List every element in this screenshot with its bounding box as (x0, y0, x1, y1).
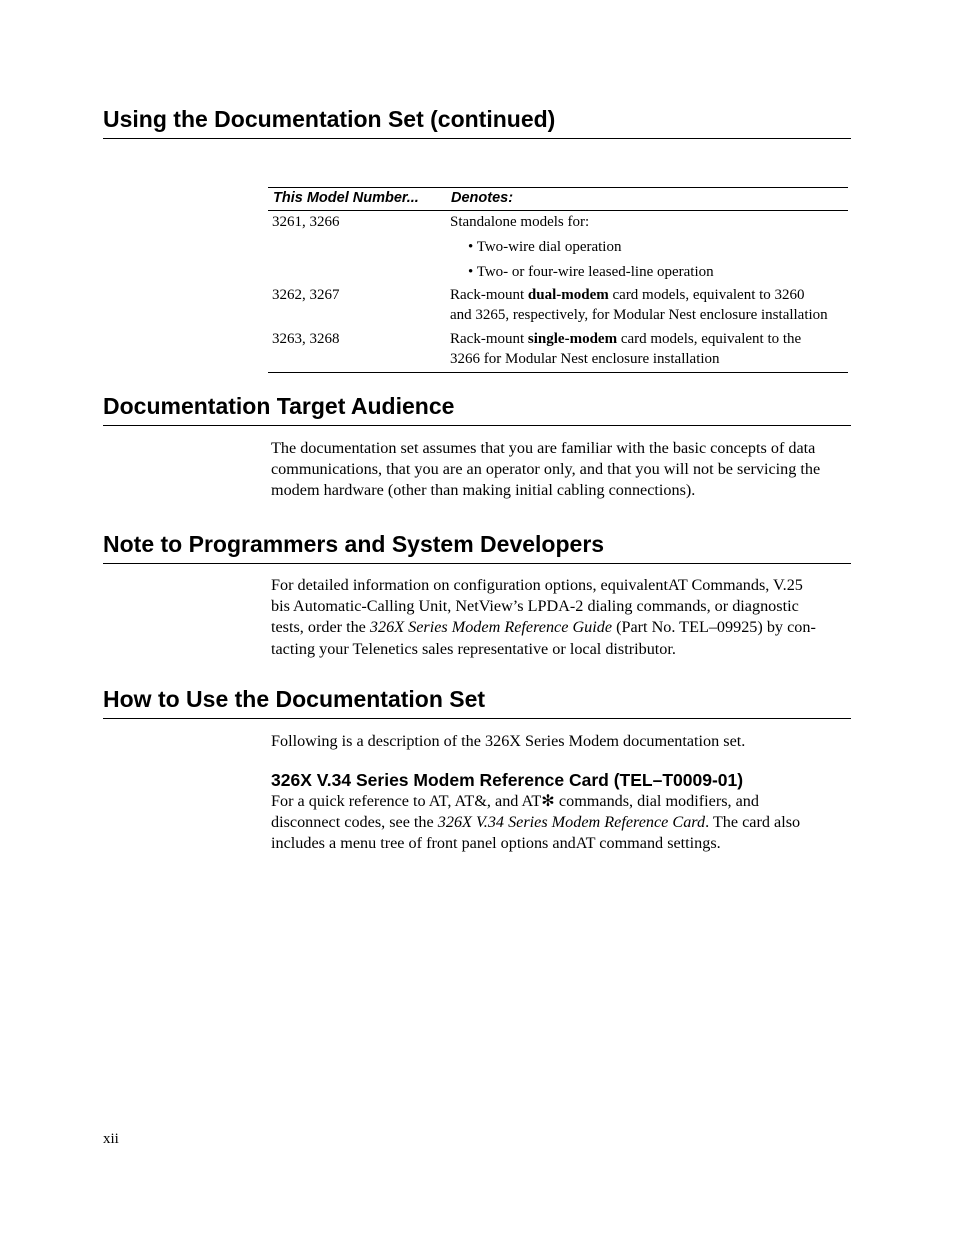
section-heading-how-to-use: How to Use the Documentation Set (103, 685, 851, 719)
target-audience-paragraph: The documentation set assumes that you are familiar with the basic concepts of data communications, that you are an operator only, and that you will not be servicing the modem hardware (other than making initial cabling connections). (271, 439, 821, 500)
reference-card-paragraph: For a quick reference to AT, AT&, and AT✻ commands, dial modifiers, and disconnect codes, see the 326X V.34 Series Modem Reference Card. The card also includes a menu tree of front panel options andAT command settings. (271, 792, 801, 853)
model-number-table (268, 187, 848, 373)
section-heading-target-audience: Documentation Target Audience (103, 392, 851, 426)
table-header-row (268, 187, 848, 211)
table-cell-desc: Rack-mount single-modem card models, equivalent to the 3266 for Modular Nest enclosure installation (450, 331, 802, 367)
table-cell-desc: Standalone models for: (450, 214, 590, 230)
table-header-denotes: Denotes: (451, 190, 514, 206)
table-cell-model: 3262, 3267 (272, 287, 340, 303)
subheading-reference-card: 326X V.34 Series Modem Reference Card (TEL–T0009-01) (271, 770, 744, 790)
table-bullet-item: • Two- or four-wire leased-line operation (468, 264, 714, 280)
page-number: xii (103, 1131, 119, 1147)
table-body (268, 211, 848, 373)
section-heading-using-documentation-set: Using the Documentation Set (continued) (103, 105, 851, 139)
table-bullet-item: • Two-wire dial operation (468, 239, 622, 255)
section-heading-programmers-note: Note to Programmers and System Developers (103, 530, 851, 564)
table-cell-desc: Rack-mount dual-modem card models, equivalent to 3260 and 3265, respectively, for Modular Nest enclosure installation (450, 287, 828, 323)
programmers-note-paragraph: For detailed information on configuration options, equivalentAT Commands, V.25 bis Automatic-Calling Unit, NetView’s LPDA-2 dialing commands, or diagnostic tests, order the 326X Series Modem Reference Guide (Part No. TEL–09925) by con- tacting your Telenetics sales representative or local distributor. (271, 576, 816, 658)
reference-card-title: 326X V.34 Series Modem Reference Card (437, 813, 706, 832)
table-header-model: This Model Number... (273, 190, 419, 206)
table-cell-model: 3261, 3266 (272, 214, 340, 230)
table-cell-model: 3263, 3268 (272, 331, 340, 347)
how-to-use-intro: Following is a description of the 326X Series Modem documentation set. (271, 732, 746, 750)
reference-guide-title: 326X Series Modem Reference Guide (369, 618, 613, 637)
